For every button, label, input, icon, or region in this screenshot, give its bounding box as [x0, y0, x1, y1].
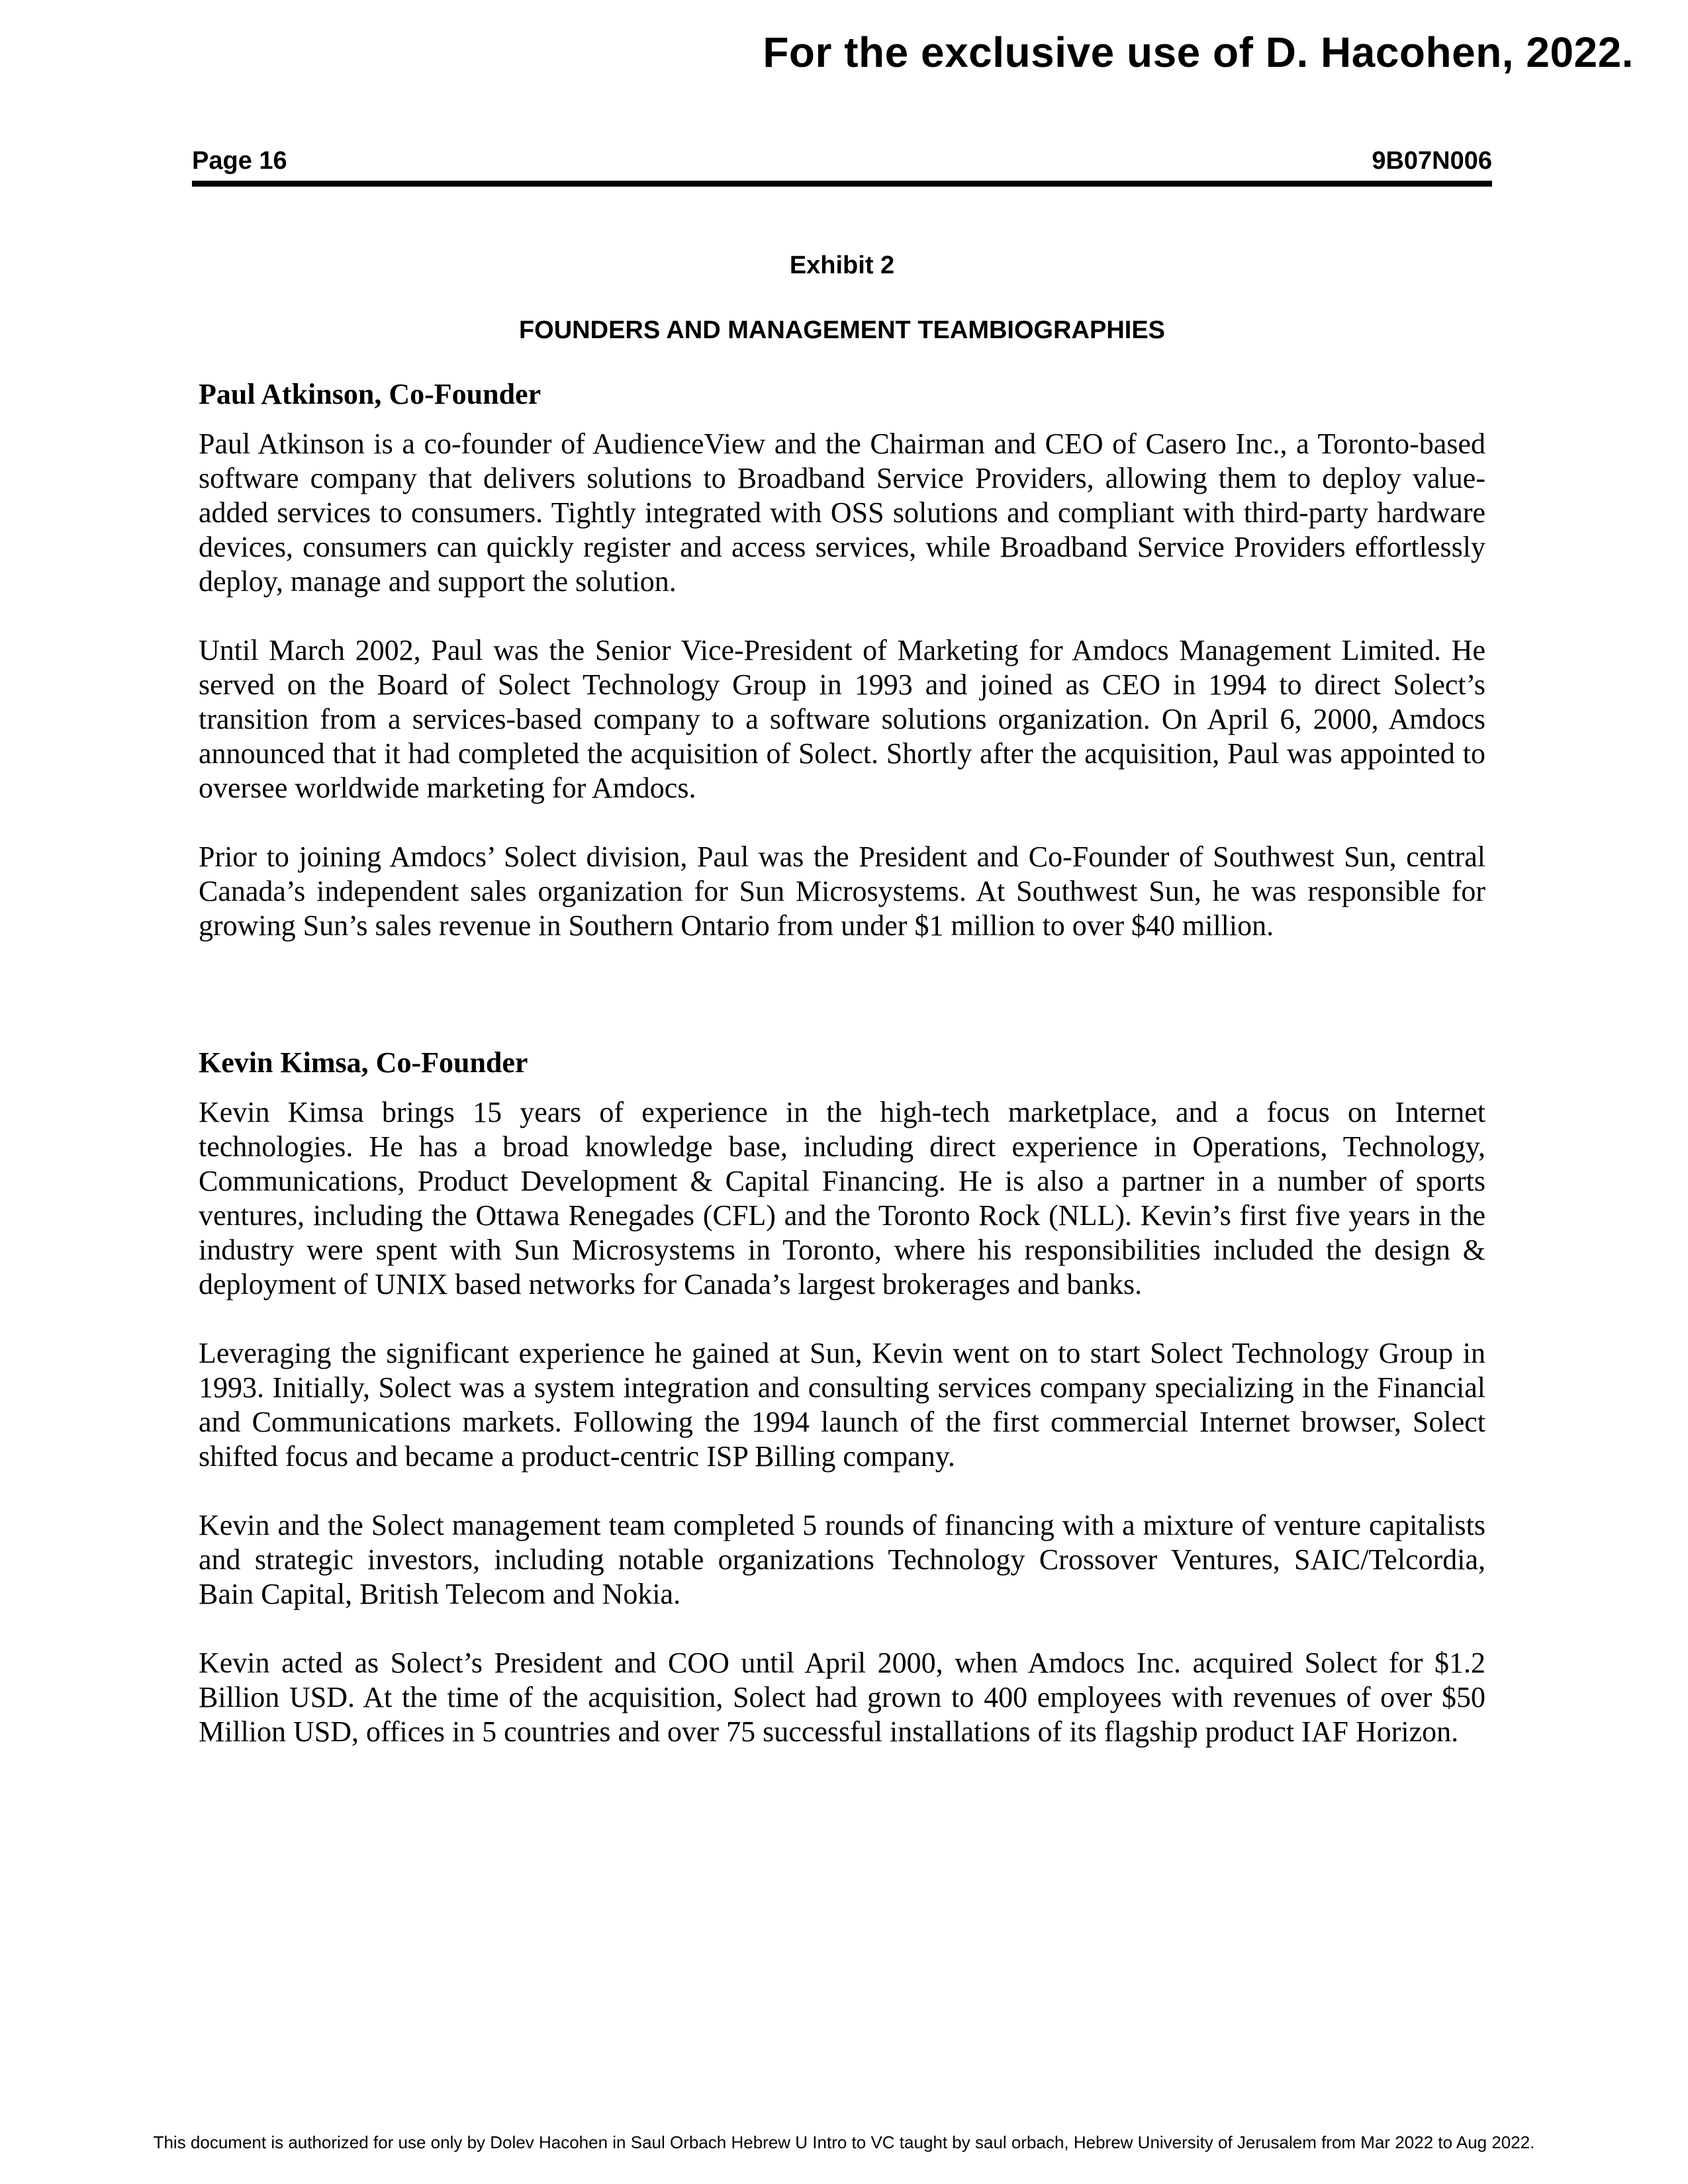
bio-paragraph: Until March 2002, Paul was the Senior Vice-President of Marketing for Amdocs Management Limited. He served on the Board of Solect Technology Group in 1993 and joined as CEO in 1994 to direct Solect’s transition from a services-based company to a software solutions organization. On April 6, 2000, Amdocs announced that it had completed the acquisition of Solect. Shortly after the acquisition, Paul was appointed to oversee worldwide marketing for Amdocs.	[199, 633, 1485, 804]
bio-heading: Kevin Kimsa, Co-Founder	[199, 1046, 528, 1079]
bio-heading: Paul Atkinson, Co-Founder	[199, 378, 541, 410]
bio-paragraph: Kevin Kimsa brings 15 years of experience in the high-tech marketplace, and a focus on Internet technologies. He has a broad knowledge base, including direct experience in Operations, Technology, Communications, Product Development & Capital Financing. He is also a partner in a number of sports ventures, including the Ottawa Renegades (CFL) and the Toronto Rock (NLL). Kevin’s first five years in the industry were spent with Sun Microsystems in Toronto, where his responsibilities included the design & deployment of UNIX based networks for Canada’s largest brokerages and banks.	[199, 1095, 1485, 1300]
exhibit-label: Exhibit 2	[789, 251, 895, 279]
bio-paragraph: Leveraging the significant experience he gained at Sun, Kevin went on to start Solect Technology Group in 1993. Initially, Solect was a system integration and consulting services company specializing in the Financial and Communications markets. Following the 1994 launch of the first commercial Internet browser, Solect shifted focus and became a product-centric ISP Billing company.	[199, 1336, 1485, 1473]
document-title: FOUNDERS AND MANAGEMENT TEAMBIOGRAPHIES	[518, 316, 1166, 344]
bio-paul-atkinson	[199, 377, 1485, 978]
page-header	[192, 147, 1492, 187]
page-number: Page 16	[192, 147, 287, 175]
exclusive-use-watermark: For the exclusive use of D. Hacohen, 2022.	[763, 28, 1634, 76]
bio-paragraph: Kevin and the Solect management team completed 5 rounds of financing with a mixture of venture capitalists and strategic investors, including notable organizations Technology Crossover Ventures, SAIC/Telcordia, Bain Capital, British Telecom and Nokia.	[199, 1508, 1485, 1610]
bio-paragraph: Prior to joining Amdocs’ Solect division, Paul was the President and Co-Founder of Southwest Sun, central Canada’s independent sales organization for Sun Microsystems. At Southwest Sun, he was responsible for growing Sun’s sales revenue in Southern Ontario from under $1 million to over $40 million.	[199, 840, 1485, 942]
authorization-footer: This document is authorized for use only by Dolev Hacohen in Saul Orbach Hebrew U Intro to VC taught by saul orbach, Hebrew University of Jerusalem from Mar 2022 to Aug 2022.	[153, 2132, 1535, 2152]
bio-paragraph: Paul Atkinson is a co-founder of AudienceView and the Chairman and CEO of Casero Inc., a Toronto-based software company that delivers solutions to Broadband Service Providers, allowing them to deploy value-added services to consumers. Tightly integrated with OSS solutions and compliant with third-party hardware devices, consumers can quickly register and access services, while Broadband Service Providers effortlessly deploy, manage and support the solution.	[199, 427, 1485, 598]
case-code: 9B07N006	[1372, 147, 1492, 175]
bio-paragraph: Kevin acted as Solect’s President and COO until April 2000, when Amdocs Inc. acquired Solect for $1.2 Billion USD. At the time of the acquisition, Solect had grown to 400 employees with revenues of over $50 Million USD, offices in 5 countries and over 75 successful installations of its flagship product IAF Horizon.	[199, 1646, 1485, 1748]
bio-kevin-kimsa	[199, 1046, 1485, 1784]
